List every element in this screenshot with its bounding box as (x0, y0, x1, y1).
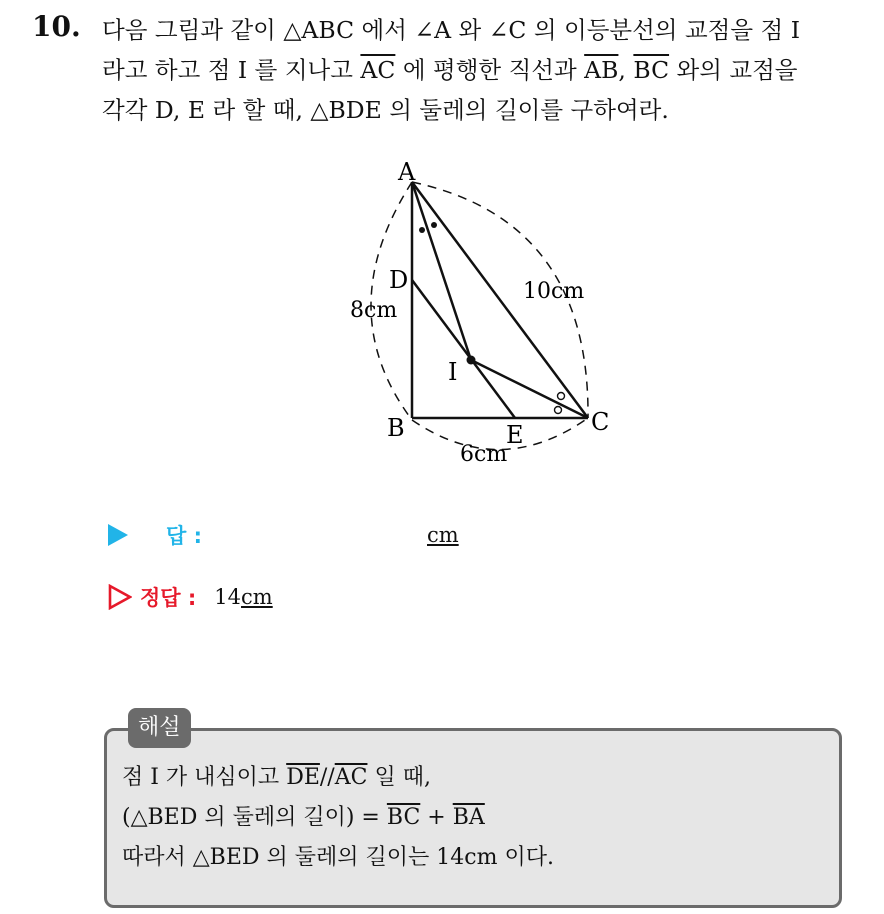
label-a: A (398, 158, 416, 186)
length-ab: 8cm (350, 298, 398, 323)
text-segment: (△BED 의 둘레의 길이) = (122, 805, 387, 830)
text-segment: , (618, 56, 634, 84)
text-segment: 에 평행한 직선과 (395, 56, 585, 84)
segment-ac-text: $\overline{AC}$ (334, 765, 368, 790)
problem-line-1: 다음 그림과 같이 △ABC 에서 ∠A 와 ∠C 의 이등분선의 교점을 점 I (102, 16, 801, 44)
text-segment: 와의 교점을 (669, 56, 798, 84)
text-segment: 점 I 가 내심이고 (122, 765, 287, 790)
segment-bc: $\overline{BC}$ (633, 56, 670, 84)
parallel-symbol: // (319, 765, 335, 790)
segment-ab: $\overline{AB}$ (584, 56, 619, 84)
angle-mark-circle (558, 393, 565, 400)
label-d: D (389, 266, 409, 294)
length-bc: 6cm (460, 442, 508, 467)
problem-line-3: 각각 D, E 라 할 때, △BDE 의 둘레의 길이를 구하여라. (102, 96, 669, 124)
bisector-c (471, 360, 588, 418)
segment-ba-text: $\overline{BA}$ (452, 805, 485, 830)
angle-mark-dot (419, 227, 425, 233)
label-b: B (387, 414, 405, 442)
answer-row (108, 520, 459, 550)
angle-mark-dot (431, 222, 437, 228)
label-e: E (506, 421, 524, 449)
label-i: I (448, 358, 458, 386)
explanation-line-2 (122, 798, 554, 838)
play-triangle-icon (108, 524, 128, 546)
problem-number: 10. (32, 10, 81, 43)
explanation-tag: 해설 (128, 708, 191, 748)
explanation-text (122, 758, 554, 878)
segment-de-text: $\overline{DE}$ (286, 765, 320, 790)
segment-bc-text: $\overline{BC}$ (386, 805, 421, 830)
problem-line-2 (102, 50, 862, 90)
correct-answer-label: 정답 : (140, 586, 197, 610)
triangle-figure (330, 150, 630, 470)
answer-unit: cm (427, 523, 459, 547)
incenter-dot (467, 356, 476, 365)
text-segment: 라고 하고 점 I 를 지나고 (102, 56, 361, 84)
outline-triangle-icon (108, 584, 132, 610)
correct-answer-row (108, 582, 273, 612)
length-ac: 10cm (523, 279, 585, 304)
bisector-a (412, 182, 471, 360)
correct-answer-unit: cm (241, 585, 273, 609)
segment-ac: $\overline{AC}$ (360, 56, 396, 84)
problem-text (102, 10, 862, 130)
answer-label: 답 : (166, 524, 202, 548)
explanation-line-1 (122, 758, 554, 798)
angle-mark-circle (555, 407, 562, 414)
explanation-line-3: 따라서 △BED 의 둘레의 길이는 14cm 이다. (122, 845, 554, 870)
plus-symbol: + (420, 805, 453, 830)
text-segment: 일 때, (367, 765, 431, 790)
label-c: C (591, 408, 610, 436)
correct-answer-value: 14 (214, 585, 242, 609)
